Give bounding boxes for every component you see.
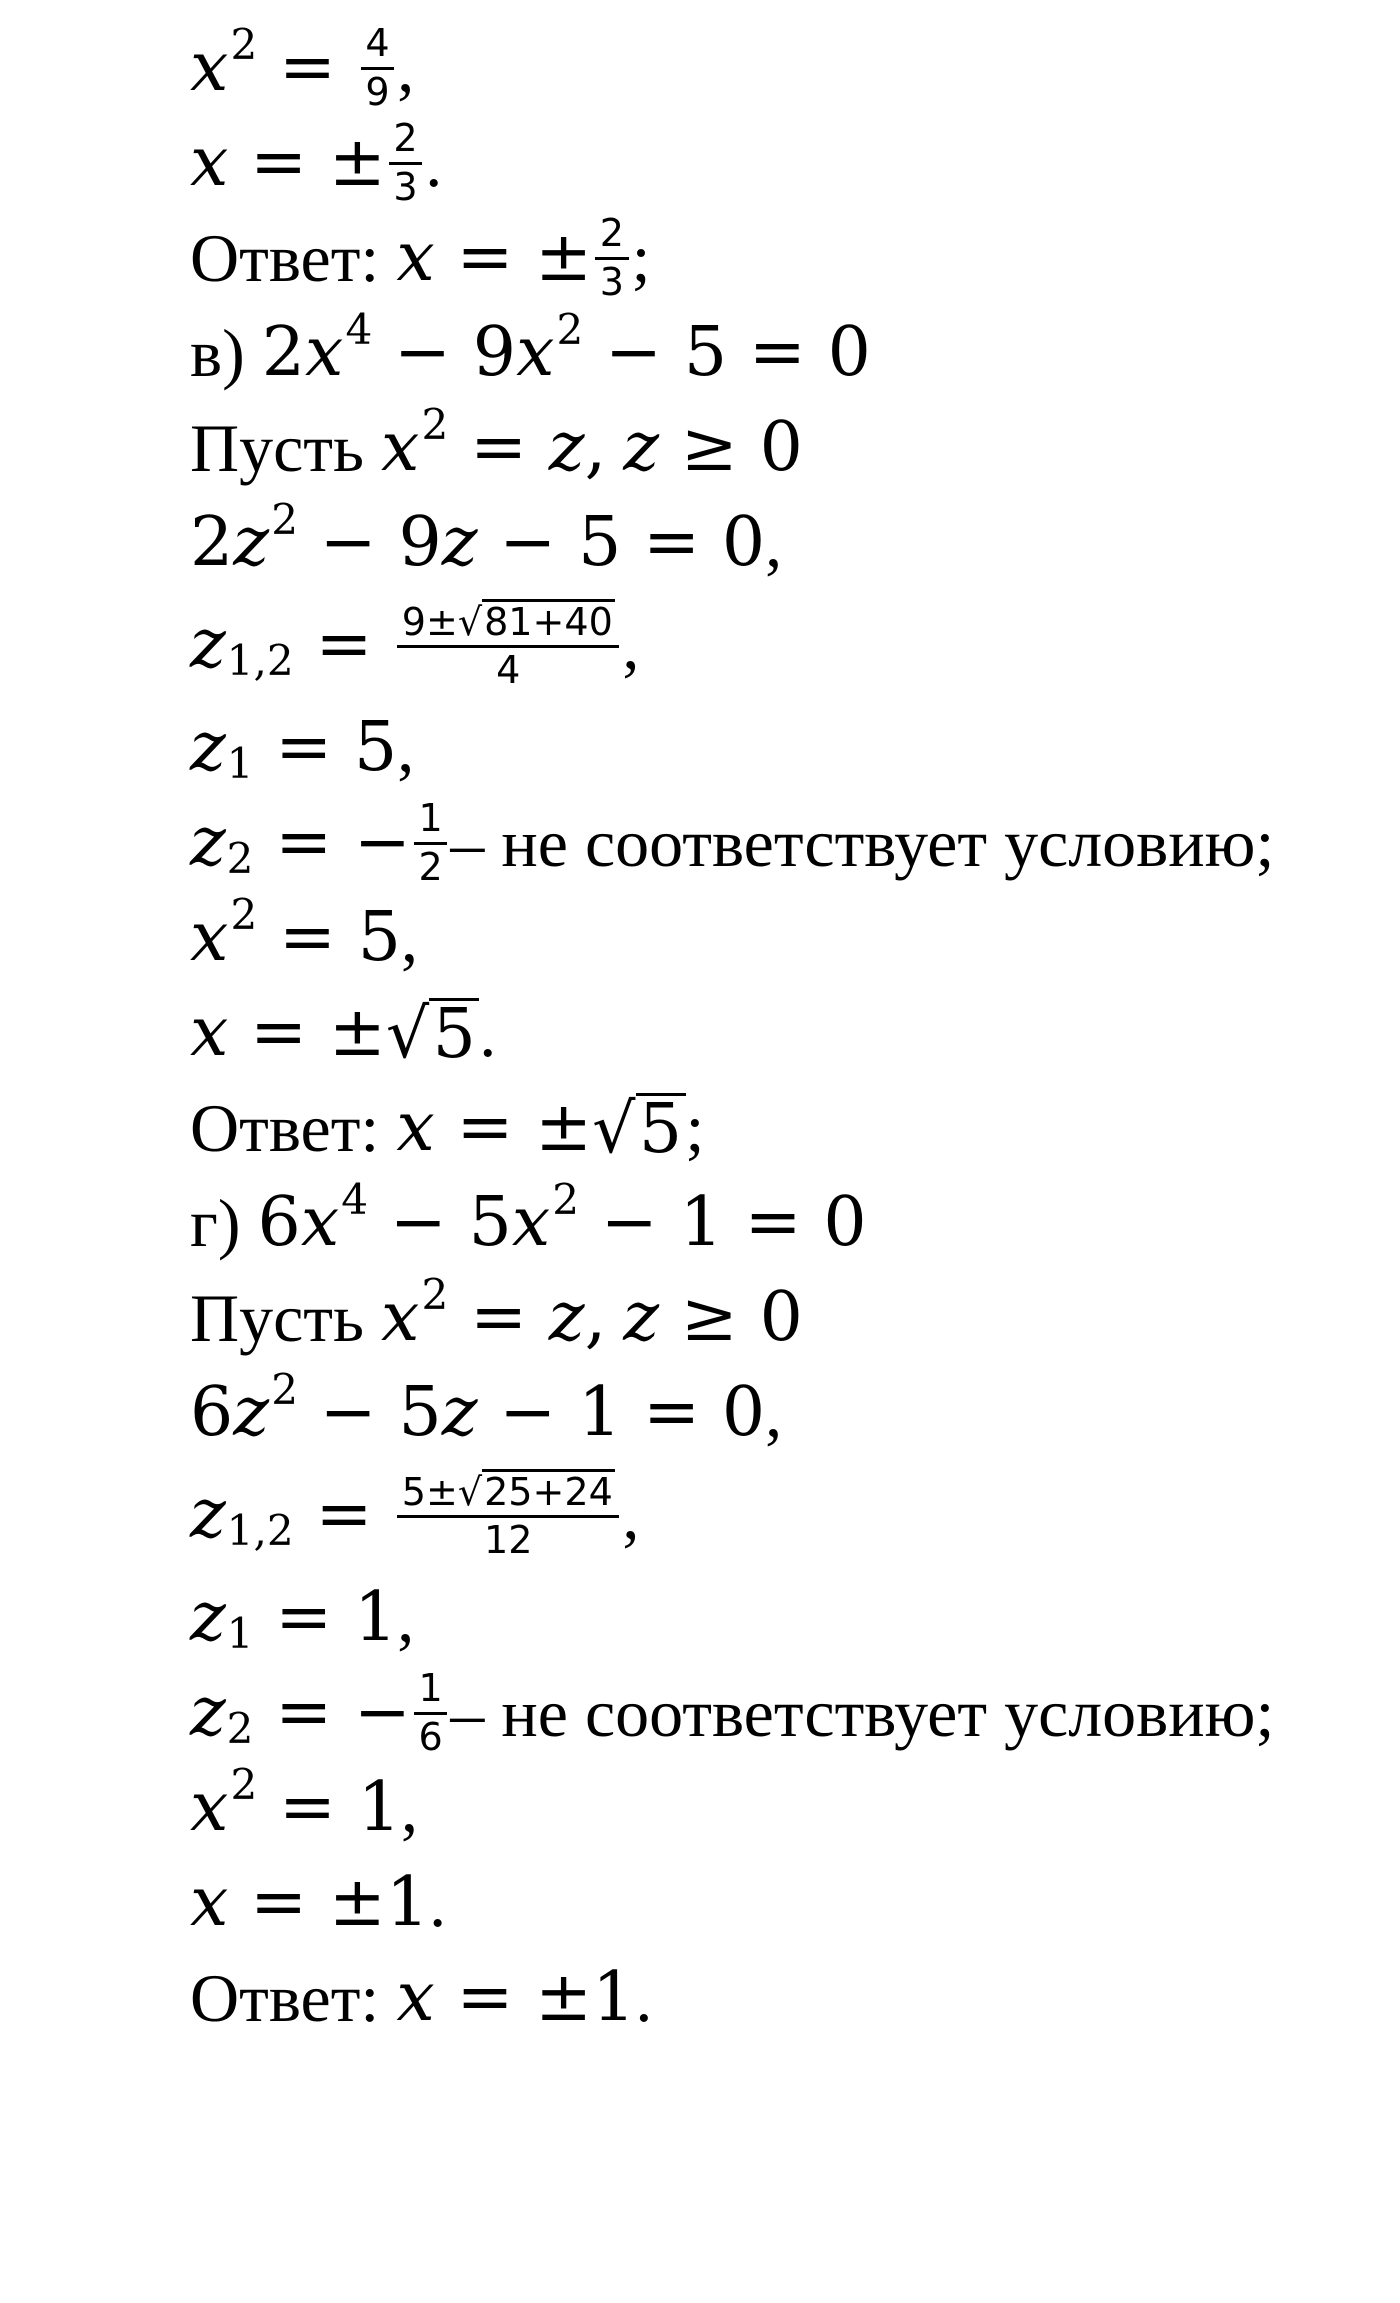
exponent: 2 (271, 1364, 299, 1414)
fraction (595, 213, 628, 303)
variable-x: x (516, 313, 555, 392)
let-label: Пусть (190, 1280, 365, 1356)
fraction-numerator: 1 (414, 1668, 447, 1714)
fraction-numerator: 4 (361, 23, 394, 69)
equals-sign: = (279, 28, 337, 107)
variable-x: x (190, 1863, 229, 1942)
subscript: 2 (226, 1703, 254, 1753)
right-hand-side: 1 (385, 1863, 430, 1942)
fraction (397, 1469, 619, 1562)
punctuation: , (401, 900, 419, 976)
variable-z: z (623, 1278, 660, 1357)
variable-x: x (396, 218, 435, 297)
fraction-denominator: 9 (365, 69, 390, 114)
equals-sign: = (456, 218, 514, 297)
fraction-denominator: 6 (418, 1714, 443, 1759)
equals-sign: = (470, 1278, 528, 1357)
punctuation: , (765, 1375, 783, 1451)
fraction-numerator: 1 (414, 798, 447, 844)
variable-x: x (300, 1183, 340, 1262)
equals-sign: = (643, 1373, 701, 1452)
exponent: 2 (556, 304, 584, 354)
coefficient: 6 (190, 1373, 234, 1452)
radical-sign: √ (385, 994, 430, 1074)
constant: 5 (578, 503, 622, 582)
punctuation: . (479, 995, 497, 1071)
subscript: 1 (226, 738, 254, 788)
variable-z: z (623, 408, 660, 487)
equals-sign: = (275, 803, 333, 882)
fraction (389, 118, 422, 208)
coefficient: 9 (472, 313, 517, 392)
fraction-denominator: 2 (418, 844, 443, 889)
variable-z: z (190, 1673, 226, 1752)
plus-minus-sign: ± (535, 1958, 593, 2037)
punctuation: , (765, 505, 783, 581)
rejection-comment: – не соответствует условию; (450, 1675, 1275, 1751)
right-hand-side: 5 (357, 898, 402, 977)
right-hand-side: 1 (592, 1958, 636, 2037)
punctuation: ; (631, 220, 651, 296)
equals-sign: = (748, 313, 806, 392)
equals-sign: = (456, 1958, 514, 2037)
quadratic-line-2 (190, 1365, 782, 1461)
equals-sign: = (279, 1768, 337, 1847)
exponent: 2 (271, 494, 299, 544)
back-substitution-line-1 (190, 890, 418, 986)
plus-minus-sign: ± (328, 1863, 386, 1942)
fraction-numerator: 2 (595, 213, 628, 259)
exponent: 4 (341, 1174, 369, 1224)
subscript: 1,2 (226, 1505, 294, 1555)
variable-x: x (305, 313, 344, 392)
punctuation: , (397, 710, 415, 786)
coefficient: 5 (468, 1183, 512, 1262)
exponent: 2 (230, 889, 258, 939)
punctuation: ; (685, 1090, 705, 1166)
fraction-numerator (397, 599, 619, 648)
punctuation: , (622, 607, 640, 683)
root-line-z1-a (190, 700, 414, 796)
constant: 5 (683, 313, 728, 392)
right-hand-side: 0 (827, 313, 871, 392)
radicand: 5 (429, 998, 479, 1069)
variable-x: x (190, 123, 229, 202)
answer-line-3 (190, 1950, 652, 2046)
minus-sign: − (319, 503, 377, 582)
quadratic-line-1 (190, 495, 782, 591)
square-root (592, 1089, 685, 1169)
equals-sign: = (250, 1863, 308, 1942)
variable-x: x (381, 1278, 420, 1357)
variable-x: x (381, 408, 420, 487)
right-hand-side: 0 (721, 503, 766, 582)
plus-minus-sign: ± (328, 123, 386, 202)
square-root (385, 994, 479, 1074)
fraction-denominator: 3 (599, 259, 624, 304)
problem-label: г) (190, 1185, 241, 1261)
variable-x: x (190, 1768, 229, 1847)
equals-sign: = (250, 123, 308, 202)
fraction-denominator: 3 (393, 164, 418, 209)
roots-formula-line-1 (190, 590, 639, 700)
square-root (458, 1469, 615, 1513)
equals-sign: = (456, 1088, 514, 1167)
equation-line-1 (190, 20, 414, 116)
variable-x: x (396, 1958, 435, 2037)
plus-minus-sign: ± (535, 1088, 593, 1167)
root-line-z1-b (190, 1570, 414, 1666)
equals-sign: = (315, 605, 373, 684)
subscript: 1,2 (226, 635, 294, 685)
root-line-z2-a (190, 795, 1274, 891)
radical-sign: √ (457, 599, 483, 644)
punctuation: , (401, 1770, 419, 1846)
punctuation: . (635, 1960, 653, 2036)
subscript: 2 (226, 833, 254, 883)
exponent: 2 (421, 399, 449, 449)
variable-z: z (548, 408, 585, 487)
equation-line-2 (190, 115, 442, 211)
fraction-numerator: 2 (389, 118, 422, 164)
substitution-line-1 (190, 400, 803, 496)
radical-sign: √ (457, 1469, 483, 1514)
right-hand-side: 0 (759, 408, 803, 487)
plus-minus-sign: ± (426, 599, 458, 644)
problem-v-equation (190, 305, 871, 401)
constant: 1 (578, 1373, 622, 1452)
equals-sign: = (275, 1673, 333, 1752)
greater-equal-sign: ≥ (680, 408, 738, 487)
minus-sign: − (353, 1673, 411, 1752)
equals-sign: = (315, 1475, 373, 1554)
plus-minus-sign: ± (426, 1469, 458, 1514)
variable-z: z (441, 503, 478, 582)
rejection-comment: – не соответствует условию; (450, 805, 1275, 881)
minus-sign: − (600, 1183, 658, 1262)
fraction (397, 599, 619, 692)
problem-label: в) (190, 315, 245, 391)
answer-label: Ответ: (190, 1090, 380, 1166)
minus-sign: − (353, 803, 411, 882)
variable-x: x (190, 993, 229, 1072)
coefficient: 5 (398, 1373, 442, 1452)
exponent: 2 (230, 19, 258, 69)
problem-g-equation (190, 1175, 867, 1271)
plus-minus-sign: ± (535, 218, 593, 297)
comma: , (584, 408, 607, 487)
variable-z: z (190, 605, 226, 684)
right-hand-side: 5 (353, 708, 398, 787)
root-line-z2-b (190, 1665, 1274, 1761)
punctuation: , (397, 1580, 415, 1656)
let-label: Пусть (190, 410, 365, 486)
right-hand-side: 0 (823, 1183, 867, 1262)
exponent: 2 (230, 1759, 258, 1809)
right-hand-side: 1 (357, 1768, 402, 1847)
constant: 1 (679, 1183, 723, 1262)
answer-line-2 (190, 1080, 704, 1176)
plus-minus-sign: ± (328, 993, 386, 1072)
punctuation: . (425, 125, 443, 201)
radicand: 25+24 (484, 1469, 613, 1514)
fraction-denominator: 4 (496, 648, 521, 693)
roots-formula-line-2 (190, 1460, 639, 1570)
punctuation: . (429, 1865, 447, 1941)
equals-sign: = (470, 408, 528, 487)
right-hand-side: 1 (353, 1578, 398, 1657)
variable-z: z (548, 1278, 585, 1357)
fraction (414, 1668, 447, 1758)
minus-sign: − (605, 313, 663, 392)
variable-z: z (233, 1373, 270, 1452)
coefficient: 6 (257, 1183, 301, 1262)
variable-z: z (190, 803, 226, 882)
exponent: 2 (421, 1269, 449, 1319)
radicand: 5 (636, 1093, 686, 1164)
variable-z: z (441, 1373, 478, 1452)
variable-z: z (190, 1475, 226, 1554)
coefficient: 9 (398, 503, 442, 582)
fraction-numerator (397, 1469, 619, 1518)
substitution-line-2 (190, 1270, 803, 1366)
coefficient: 2 (190, 503, 234, 582)
exponent: 4 (345, 304, 373, 354)
equals-sign: = (744, 1183, 802, 1262)
right-hand-side: 0 (759, 1278, 803, 1357)
right-hand-side: 0 (721, 1373, 766, 1452)
greater-equal-sign: ≥ (680, 1278, 738, 1357)
back-substitution-line-2 (190, 1760, 418, 1856)
solution-line-2 (190, 1855, 446, 1951)
variable-z: z (233, 503, 270, 582)
equals-sign: = (643, 503, 701, 582)
equals-sign: = (275, 708, 333, 787)
minus-sign: − (394, 313, 452, 392)
minus-sign: − (499, 1373, 557, 1452)
variable-x: x (190, 898, 229, 977)
numerator-term: 5 (401, 1469, 427, 1514)
exponent: 2 (552, 1174, 580, 1224)
coefficient: 2 (261, 313, 306, 392)
fraction (361, 23, 394, 113)
variable-x: x (511, 1183, 551, 1262)
minus-sign: − (319, 1373, 377, 1452)
answer-label: Ответ: (190, 1960, 380, 2036)
variable-x: x (190, 28, 229, 107)
equals-sign: = (250, 993, 308, 1072)
equals-sign: = (279, 898, 337, 977)
radical-sign: √ (592, 1089, 636, 1169)
fraction (414, 798, 447, 888)
radicand: 81+40 (484, 599, 613, 644)
fraction-denominator: 12 (484, 1518, 533, 1563)
square-root (458, 599, 615, 643)
numerator-term: 9 (401, 599, 427, 644)
comma: , (584, 1278, 607, 1357)
punctuation: , (397, 30, 415, 106)
variable-x: x (396, 1088, 435, 1167)
minus-sign: − (499, 503, 557, 582)
minus-sign: − (389, 1183, 447, 1262)
answer-line-1 (190, 210, 650, 306)
answer-label: Ответ: (190, 220, 380, 296)
variable-z: z (190, 708, 226, 787)
punctuation: , (622, 1477, 640, 1553)
equals-sign: = (275, 1578, 333, 1657)
subscript: 1 (226, 1608, 254, 1658)
solution-line-1 (190, 985, 496, 1081)
variable-z: z (190, 1578, 226, 1657)
